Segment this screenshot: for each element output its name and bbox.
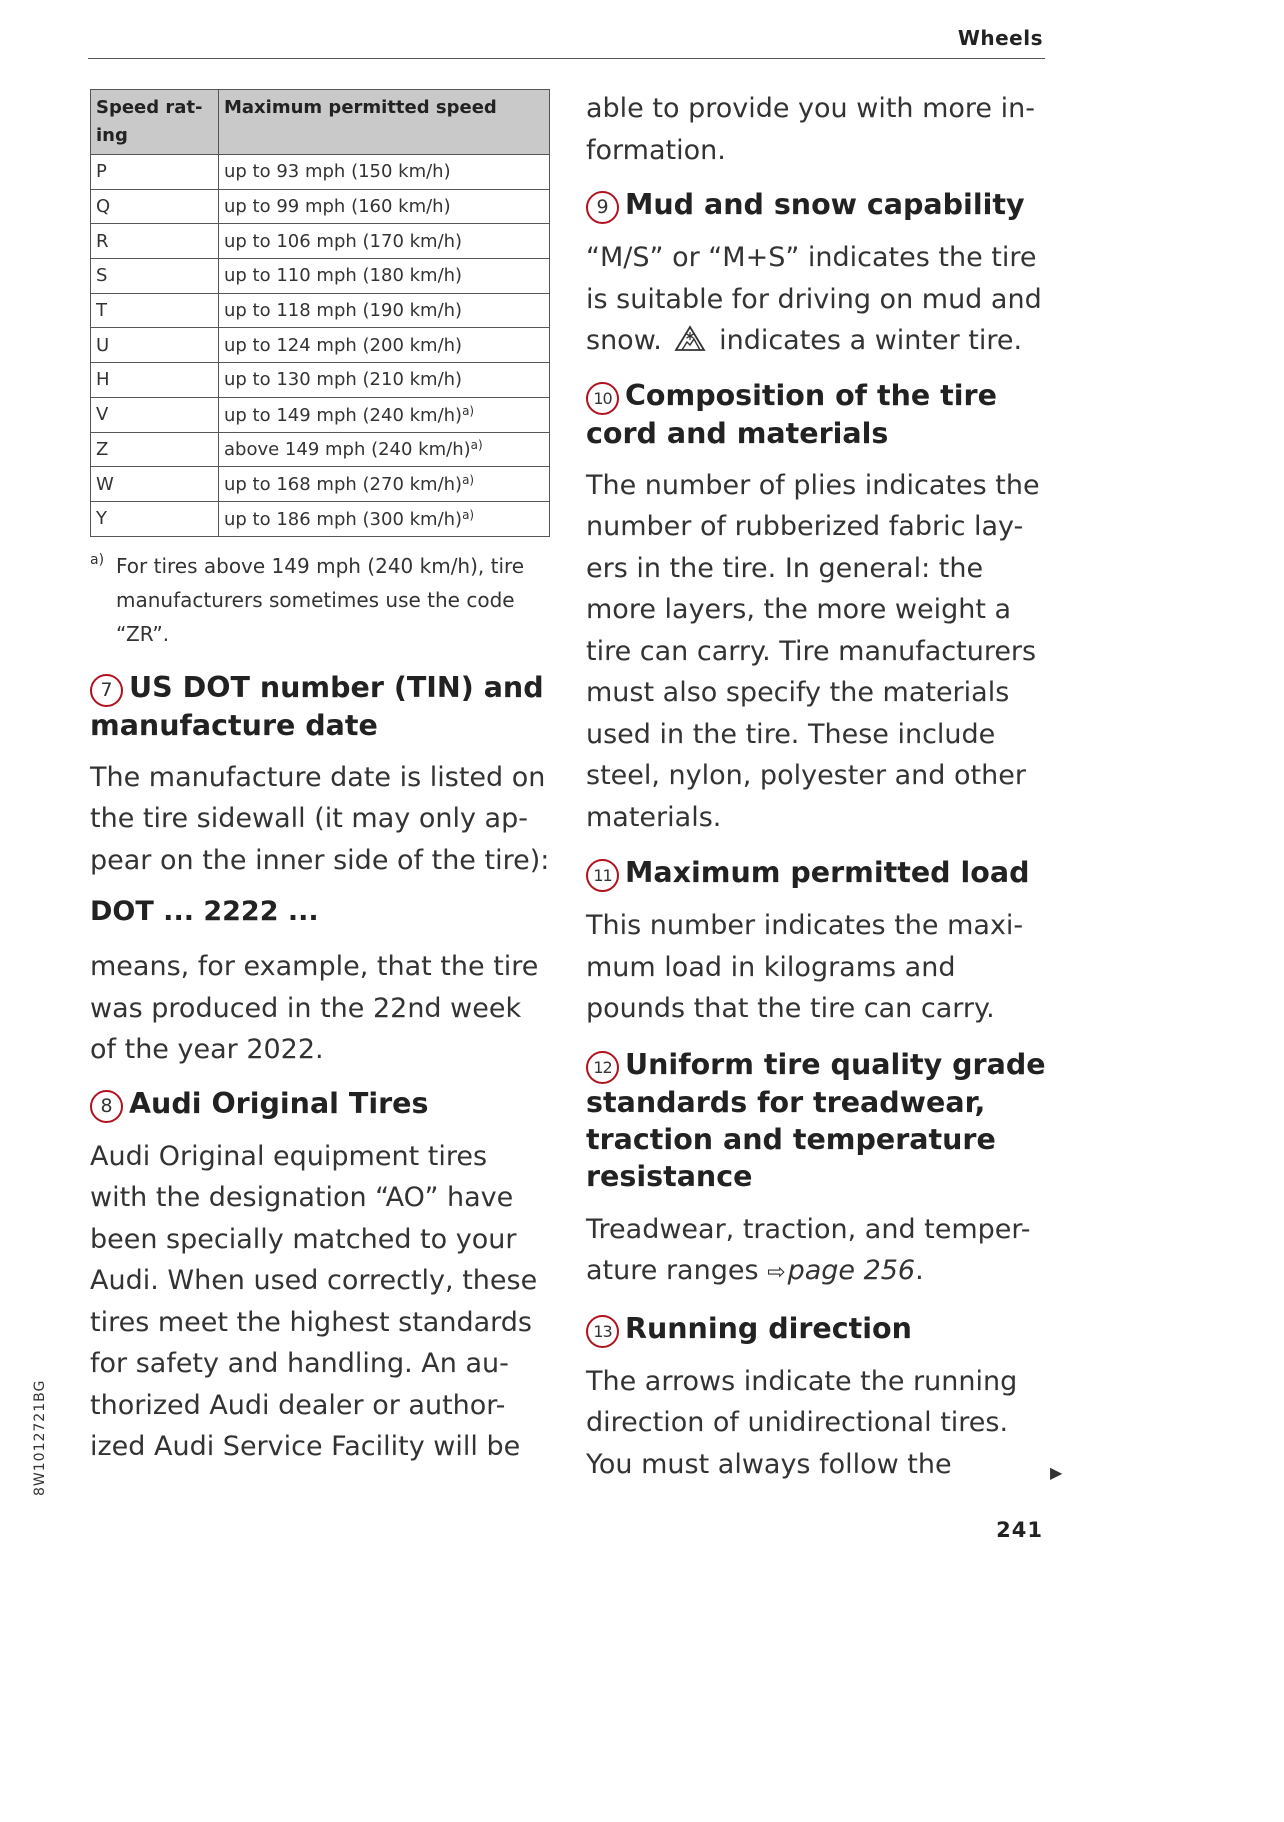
max-speed-cell [219,189,550,224]
max-speed-cell [219,293,550,328]
speed-rating-cell: H [91,363,219,398]
max-speed-text: up to 106 mph (170 km/h) [224,230,463,252]
speed-rating-cell: Q [91,189,219,224]
circled-number-13-icon: 13 [586,1315,619,1348]
section-7 [90,669,552,1071]
section-8-heading [90,1085,552,1123]
table-row [91,397,550,432]
circled-number-11-icon: 11 [586,859,619,892]
document-code: 8W1012721BG [32,1379,48,1496]
circled-number-9-icon: 9 [586,191,619,224]
section-9 [586,186,1048,362]
section-12-title: Uniform tire quality grade standards for treadwear, traction and temperature resistance [586,1047,1046,1193]
table-footnote [90,549,552,651]
table-row [91,293,550,328]
circled-number-10-icon: 10 [586,382,619,415]
table-row [91,259,550,294]
speed-rating-cell: R [91,224,219,259]
section-12-text [586,1209,1048,1294]
max-speed-text: above 149 mph (240 km/h) [224,439,471,461]
dot-example: DOT ... 2222 ... [90,896,319,928]
section-12-heading [586,1046,1048,1195]
speed-rating-cell: Z [91,432,219,467]
max-speed-cell [219,397,550,432]
cross-reference-arrow-icon: ⇨ [767,1260,786,1285]
col-header-speed-rating: Speed rat- ing [91,90,219,155]
footnote-mark: a) [90,551,105,568]
section-10-heading [586,377,1048,452]
max-speed-text: up to 130 mph (210 km/h) [224,369,463,391]
max-speed-text: up to 124 mph (200 km/h) [224,334,463,356]
max-speed-cell [219,224,550,259]
section-13 [586,1310,1048,1486]
snowflake-mountain-icon [674,324,706,352]
page-256-link[interactable] [767,1255,915,1286]
section-13-text: The arrows indicate the running direction of unidirectional tires. You must always follow the [586,1365,1018,1480]
section-10-title: Composition of the tire cord and materials [586,378,997,450]
table-row [91,328,550,363]
max-speed-cell [219,155,550,190]
page-link-text: page 256 [787,1255,916,1286]
max-speed-cell [219,432,550,467]
section-7-explanation: means, for example, that the tire was produced in the 22nd week of the year 2022. [90,951,539,1066]
table-row [91,501,550,536]
section-13-title: Running direction [625,1311,912,1345]
section-8-text: Audi Original equipment tires with the designation “AO” have been specially matched to your Audi. When used correctly, these tires meet the highest standards for safety and handling. An au-thorized Audi dealer or author-ized Audi Service Facility will be [90,1140,538,1463]
speed-rating-cell: U [91,328,219,363]
section-12-text-main: Treadwear, traction, and temper-ature ranges [586,1213,1031,1286]
section-7-title: US DOT number (TIN) and manufacture date [90,670,544,742]
table-row [91,189,550,224]
section-9-text [586,237,1048,362]
footnote-reference: a) [462,403,475,418]
speed-rating-cell: S [91,259,219,294]
footnote-text: For tires above 149 mph (240 km/h), tire manufacturers sometimes use the code “ZR”. [116,553,525,646]
section-8-continued: able to provide you with more in-formation. [586,93,1035,166]
circled-number-8-icon: 8 [90,1090,123,1123]
section-8 [90,1085,552,1468]
section-10 [586,377,1048,839]
speed-rating-cell: P [91,155,219,190]
section-11-title: Maximum permitted load [625,856,1030,889]
max-speed-text: up to 118 mph (190 km/h) [224,300,463,322]
max-speed-cell [219,363,550,398]
max-speed-text: up to 93 mph (150 km/h) [224,161,451,183]
right-column [586,88,1048,1485]
table-row [91,224,550,259]
table-row [91,155,550,190]
circled-number-7-icon: 7 [90,674,123,707]
col-header-max-speed: Maximum permitted speed [219,90,550,155]
speed-rating-cell: V [91,397,219,432]
section-7-text: The manufacture date is listed on the tire sidewall (it may only ap-pear on the inner side of the tire): [90,761,550,876]
max-speed-cell [219,259,550,294]
footnote-reference: a) [462,507,475,522]
speed-rating-cell: W [91,467,219,502]
max-speed-cell [219,467,550,502]
section-9-text-a: “M/S” or “M+S” indicates the tire is suitable for driving on mud and snow. [586,242,1042,356]
page-number: 241 [996,1518,1043,1542]
section-7-heading [90,669,552,744]
table-row [91,363,550,398]
section-11 [586,854,1048,1030]
max-speed-text: up to 168 mph (270 km/h) [224,474,463,496]
left-column [90,89,552,1468]
table-row [91,432,550,467]
section-9-title: Mud and snow capability [625,188,1025,221]
speed-rating-cell: T [91,293,219,328]
circled-number-12-icon: 12 [586,1051,619,1084]
section-12-text-end: . [915,1255,924,1286]
table-row [91,467,550,502]
section-8-title: Audi Original Tires [129,1086,429,1120]
max-speed-text: up to 186 mph (300 km/h) [224,508,463,530]
section-9-heading [586,186,1048,224]
header-divider [88,58,1045,59]
footnote-reference: a) [462,473,475,488]
max-speed-cell [219,501,550,536]
section-11-heading [586,854,1048,892]
running-header: Wheels [957,26,1043,50]
max-speed-text: up to 110 mph (180 km/h) [224,265,463,287]
section-13-heading [586,1310,1048,1348]
section-11-text: This number indicates the maxi-mum load in kilograms and pounds that the tire can carry. [586,910,1024,1024]
section-10-text: The number of plies indicates the number of rubberized fabric lay-ers in the tire. In general: the more layers, the more weight a tire can carry. Tire manufacturers must also specify the materials used in the tire. These include steel, nylon, polyester and other materials. [586,469,1040,833]
max-speed-text: up to 99 mph (160 km/h) [224,196,451,218]
speed-rating-cell: Y [91,501,219,536]
footnote-reference: a) [470,438,483,453]
speed-rating-table [90,89,550,537]
section-9-text-b: indicates a winter tire. [719,325,1023,356]
continue-arrow-icon: ▶ [1050,1463,1063,1482]
max-speed-text: up to 149 mph (240 km/h) [224,404,463,426]
section-12 [586,1046,1048,1294]
speed-rating-rows [91,155,550,537]
max-speed-cell [219,328,550,363]
